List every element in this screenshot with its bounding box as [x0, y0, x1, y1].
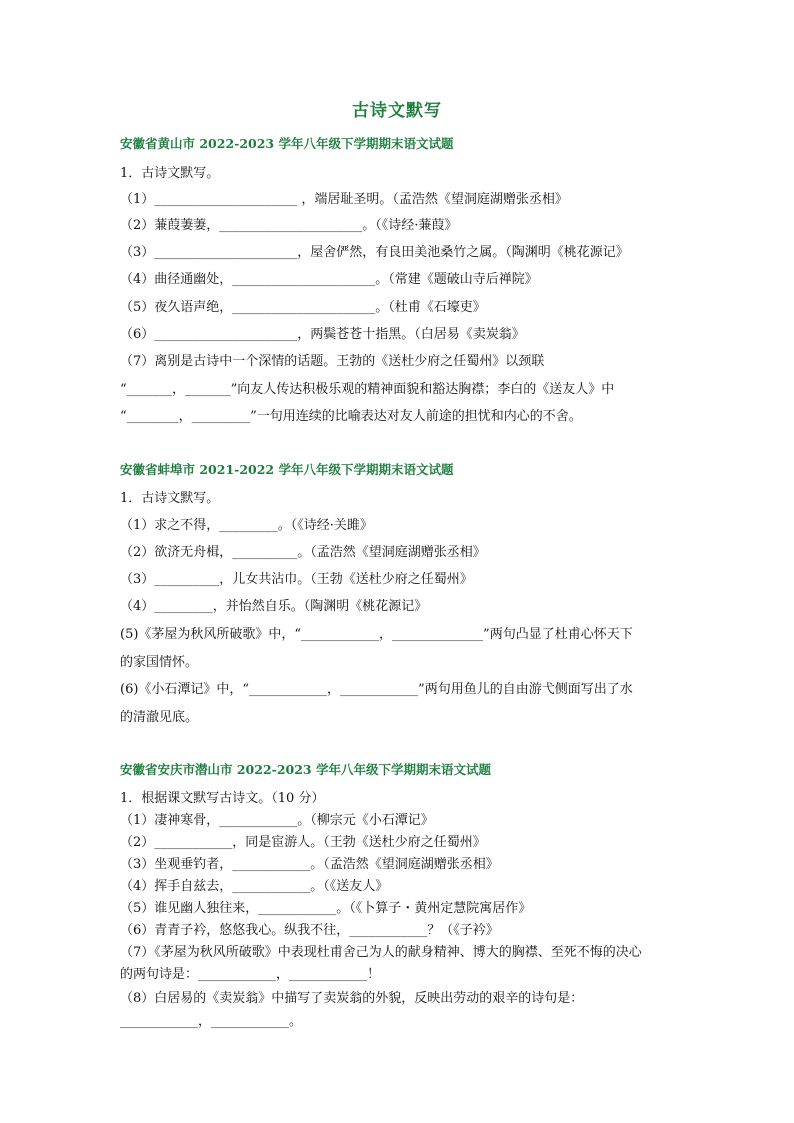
question-stem: 1．古诗文默写。: [120, 491, 220, 506]
question-item: （1）凄神寒骨，____________。（柳宗元《小石潭记》: [120, 813, 434, 828]
question-item: （7）离别是古诗中一个深情的话题。王勃的《送杜少府之任蜀州》以颈联: [120, 354, 545, 369]
question-item-continued: ____________，____________。: [120, 1014, 303, 1029]
page-title: 古诗文默写: [352, 101, 442, 121]
question-item: （4）挥手自兹去，____________。（《送友人》: [120, 879, 389, 894]
question-item: （5）夜久语声绝，______________________。（杜甫《石壕吏》: [120, 300, 486, 315]
question-item: （6）______________________，两鬓苍苍十指黑。（白居易《卖炭翁》: [120, 327, 525, 342]
question-item: （3）坐观垂钓者，____________。（孟浩然《望洞庭湖赠张丞相》: [120, 857, 499, 872]
question-item-continued: “________，_________”一句用连续的比喻表达对友人前途的担忧和内心的不舍。: [120, 409, 582, 424]
question-item: （4）_________，并怡然自乐。（陶渊明《桃花源记》: [120, 599, 428, 614]
question-item: （2）蒹葭萋萋，______________________。（《诗经·蒹葭》: [120, 218, 458, 233]
question-item-continued: “_______，_______”向友人传达积极乐观的精神面貌和豁达胸襟；李白的《送友人》中: [120, 382, 615, 397]
section-heading-qianshan: 安徽省安庆市潜山市 2022-2023 学年八年级下学期期末语文试题: [120, 762, 491, 777]
question-item: （2）____________，同是宦游人。（王勃《送杜少府之任蜀州》: [120, 835, 486, 850]
question-item-continued: 的清澈见底。: [120, 710, 199, 725]
question-item: (6)《小石潭记》中，“____________，____________”两句用鱼儿的自由游弋侧面写出了水: [120, 682, 633, 697]
question-item: (5)《茅屋为秋风所破歌》中，“____________，______________”两句凸显了杜甫心怀天下: [120, 627, 633, 642]
question-item: （8）白居易的《卖炭翁》中描写了卖炭翁的外貌，反映出劳动的艰辛的诗句是：: [120, 991, 584, 1006]
question-stem: 1．古诗文默写。: [120, 166, 220, 181]
question-item: （3）__________，儿女共沾巾。（王勃《送杜少府之任蜀州》: [120, 572, 473, 587]
question-item: （1）求之不得，_________。（《诗经·关雎》: [120, 518, 373, 533]
question-item-continued: 的两句诗是：____________，____________！: [120, 967, 381, 982]
question-item: （6）青青子衿，悠悠我心。纵我不往，____________？（《子衿》: [120, 923, 499, 938]
question-item: （1）______________________ ，端居耻圣明。（孟浩然《望洞庭湖赠张丞相》: [120, 192, 568, 207]
question-item: （3）______________________，屋舍俨然，有良田美池桑竹之属。（陶渊明《桃花源记》: [120, 245, 629, 260]
question-item: （7）《茅屋为秋风所破歌》中表现杜甫舍己为人的献身精神、博大的胸襟、至死不悔的决心: [120, 945, 642, 960]
question-item: （4）曲径通幽处，______________________。（常建《题破山寺后禅院》: [120, 272, 538, 287]
section-heading-huangshan: 安徽省黄山市 2022-2023 学年八年级下学期期末语文试题: [120, 136, 454, 151]
question-item: （2）欲济无舟楫，__________。（孟浩然《望洞庭湖赠张丞相》: [120, 545, 486, 560]
section-heading-bengbu: 安徽省蚌埠市 2021-2022 学年八年级下学期期末语文试题: [120, 462, 454, 477]
question-item: （5）谁见幽人独往来，____________。（《卜算子・黄州定慧院寓居作》: [120, 901, 532, 916]
question-stem: 1．根据课文默写古诗文。（10 分）: [120, 791, 325, 806]
question-item-continued: 的家国情怀。: [120, 655, 199, 670]
